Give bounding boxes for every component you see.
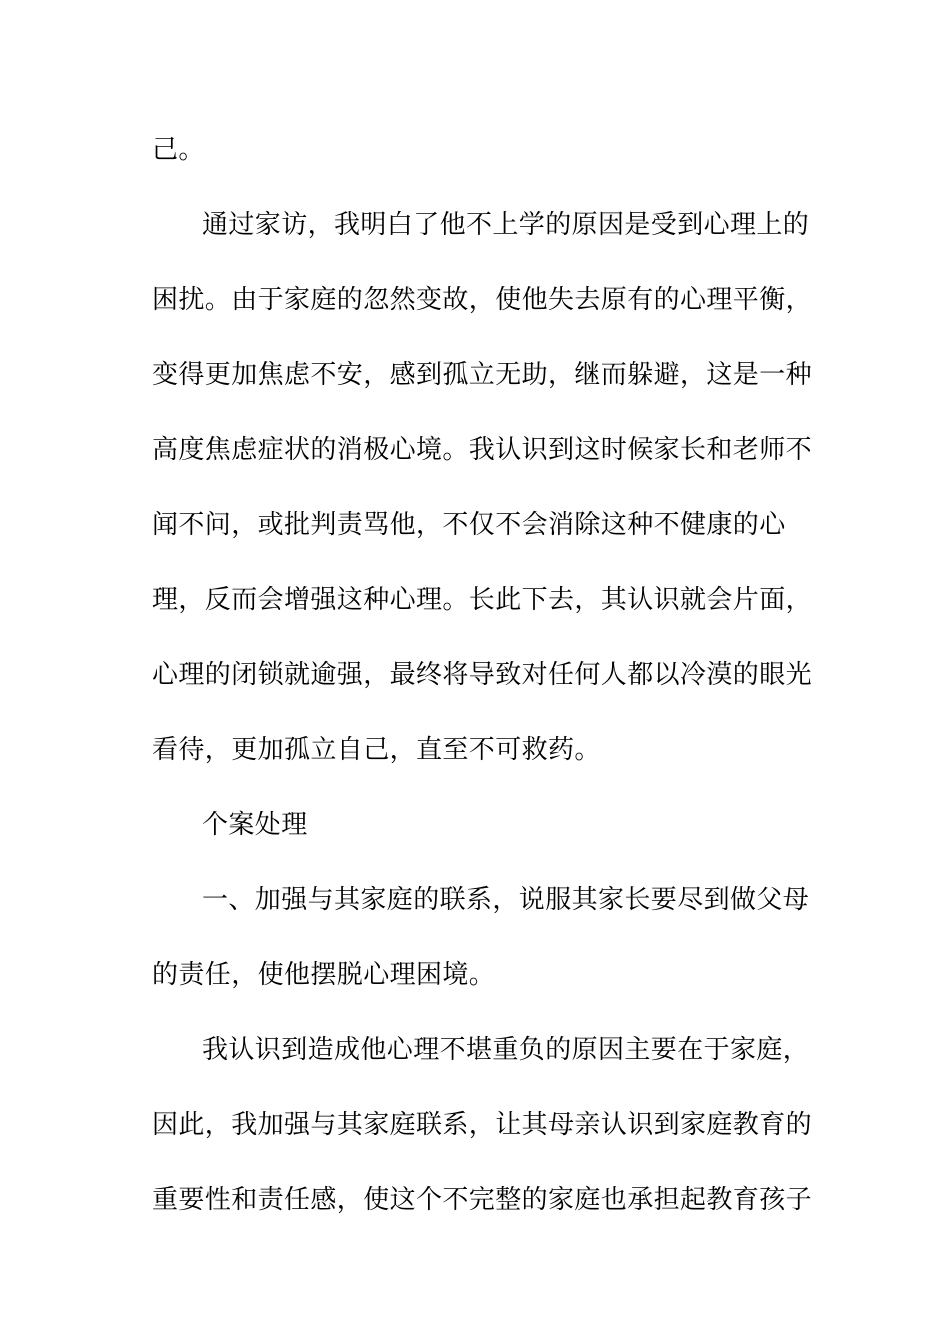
- text-line-5: 高度焦虑症状的消极心境。我认识到这时候家长和老师不: [152, 435, 813, 465]
- section-heading-case-handling: 个案处理: [202, 810, 308, 840]
- text-line-4: 变得更加焦虑不安，感到孤立无助，继而躲避，这是一种: [152, 360, 813, 390]
- paragraph-start-family-cause: 我认识到造成他心理不堪重负的原因主要在于家庭，: [202, 1035, 810, 1065]
- text-line-6: 闻不问，或批判责骂他，不仅不会消除这种不健康的心: [152, 510, 786, 540]
- paragraph-start-family-contact: 一、加强与其家庭的联系，说服其家长要尽到做父母: [202, 885, 810, 915]
- text-line-15: 重要性和责任感，使这个不完整的家庭也承担起教育孩子: [152, 1185, 813, 1215]
- text-line-9: 看待，更加孤立自己，直至不可救药。: [152, 735, 601, 765]
- paragraph-start-home-visit: 通过家访，我明白了他不上学的原因是受到心理上的: [202, 210, 810, 240]
- text-line-8: 心理的闭锁就逾强，最终将导致对任何人都以冷漠的眼光: [152, 660, 813, 690]
- text-line-3: 困扰。由于家庭的忽然变故，使他失去原有的心理平衡，: [152, 285, 813, 315]
- text-line-12: 的责任，使他摆脱心理困境。: [152, 960, 496, 990]
- text-line-1: 己。: [152, 135, 205, 165]
- text-line-7: 理，反而会增强这种心理。长此下去，其认识就会片面，: [152, 585, 813, 615]
- text-line-14: 因此，我加强与其家庭联系，让其母亲认识到家庭教育的: [152, 1110, 813, 1140]
